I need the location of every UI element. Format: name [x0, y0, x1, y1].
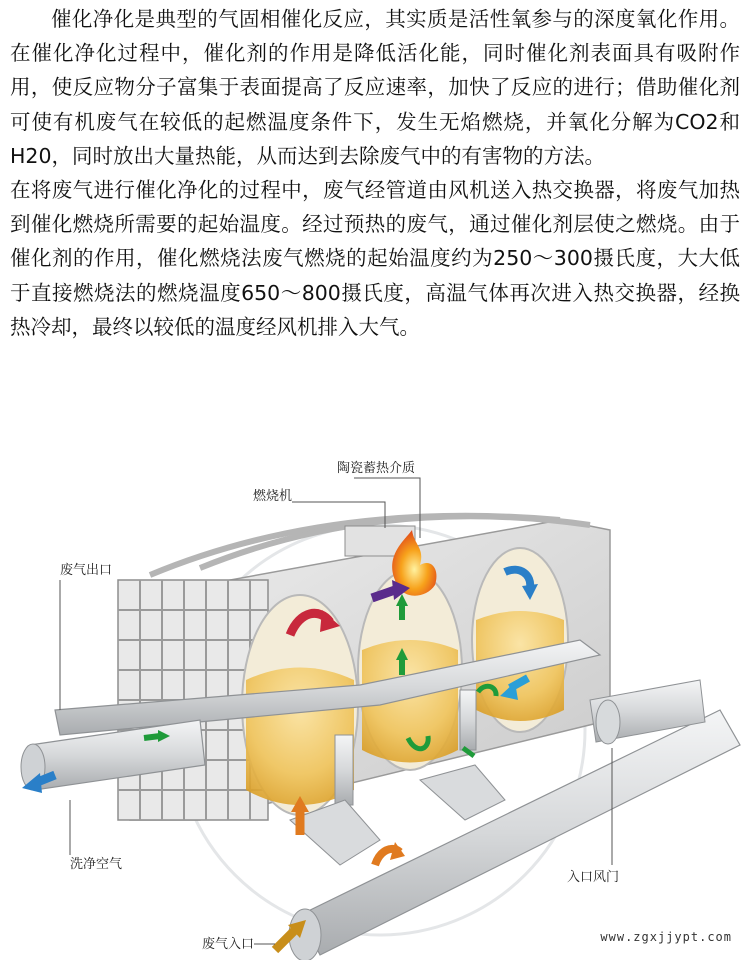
watermark-url: www.zgxjjypt.com — [600, 930, 732, 944]
paragraph-catalytic-principle: 催化净化是典型的气固相催化反应，其实质是活性氧参与的深度氧化作用。在催化净化过程中，催化剂的作用是降低活化能，同时催化剂表面具有吸附作用，使反应物分子富集于表面提高了反应速率，加快了反应的进行；借助催化剂可使有机废气在较低的起燃温度条件下，发生无焰燃烧，并氧化分解为CO2和H20，同时放出大量热能，从而达到去除废气中的有害物的方法。 — [10, 7, 740, 168]
article-text — [10, 2, 740, 344]
rto-illustration — [0, 460, 750, 960]
label-purge-air: 洗净空气 — [70, 857, 123, 872]
label-exhaust-inlet: 废气入口 — [202, 937, 255, 952]
paragraph-process-description: 在将废气进行催化净化的过程中，废气经管道由风机送入热交换器，将废气加热到催化燃烧所需要的起始温度。经过预热的废气，通过催化剂层使之燃烧。由于催化剂的作用，催化燃烧法废气燃烧的起始温度约为250～300摄氏度，大大低于直接燃烧法的燃烧温度650～800摄氏度，高温气体再次进入热交换器，经换热冷却，最终以较低的温度经风机排入大气。 — [10, 178, 740, 339]
label-inlet-damper: 入口风门 — [567, 870, 620, 885]
inlet-damper — [596, 700, 620, 744]
green-right-arrow-icon — [144, 736, 160, 738]
rto-diagram — [0, 460, 750, 960]
label-burner: 燃烧机 — [253, 489, 293, 504]
label-ceramic-media: 陶瓷蓄热介质 — [337, 461, 416, 476]
label-exhaust-outlet: 废气出口 — [60, 563, 113, 578]
